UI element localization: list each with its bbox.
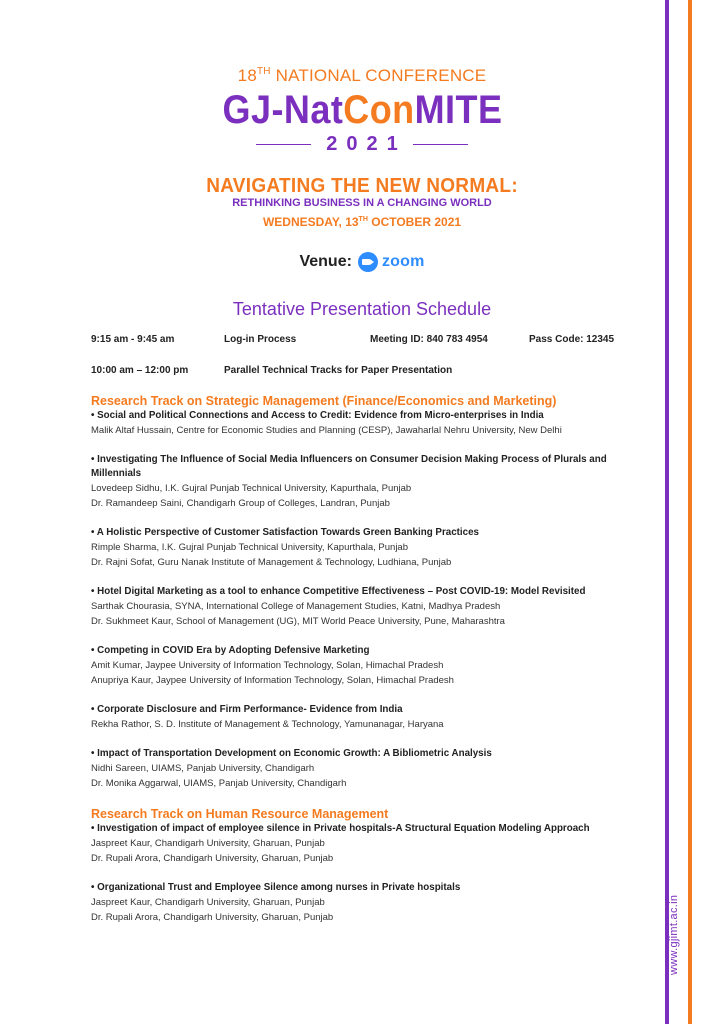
paper-title: • Investigating The Influence of Social Media Influencers on Consumer Decision Making Process of Plurals and Millennials [91, 454, 607, 479]
conf-sup: TH [256, 66, 271, 77]
paper-item [91, 526, 651, 570]
paper-item [91, 747, 651, 791]
paper-item [91, 881, 651, 925]
brand-part-3: MITE [414, 88, 502, 132]
paper-item [91, 453, 651, 511]
venue-label: Venue: [299, 253, 352, 270]
paper-author: Dr. Monika Aggarwal, UIAMS, Panjab University, Chandigarh [91, 778, 347, 789]
paper-author: Nidhi Sareen, UIAMS, Panjab University, Chandigarh [91, 763, 315, 774]
brand-part-2: Con [342, 88, 415, 132]
conference-number [0, 66, 724, 86]
paper-title: • Social and Political Connections and Access to Credit: Evidence from Micro-enterprises in India [91, 410, 544, 421]
tracks-content [91, 393, 651, 940]
theme-title: NAVIGATING THE NEW NORMAL: [206, 175, 518, 197]
paper-author: Dr. Rupali Arora, Chandigarh University, Gharuan, Punjab [91, 912, 334, 923]
conf-number: 18 [237, 66, 257, 85]
paper-item [91, 644, 651, 688]
paper-author: Dr. Ramandeep Saini, Chandigarh Group of Colleges, Landran, Punjab [91, 498, 390, 509]
paper-author: Sarthak Chourasia, SYNA, International College of Management Studies, Katni, Madhya Pradesh [91, 601, 501, 612]
schedule-title: Tentative Presentation Schedule [232, 299, 492, 319]
paper-title: • Impact of Transportation Development on Economic Growth: A Bibliometric Analysis [91, 748, 492, 759]
paper-title: • Hotel Digital Marketing as a tool to enhance Competitive Effectiveness – Post COVID-19: Model Revisited [91, 586, 586, 597]
year-rule-left [256, 144, 311, 146]
paper-author: Anupriya Kaur, Jaypee University of Information Technology, Solan, Himachal Pradesh [91, 675, 454, 686]
paper-author: Jaspreet Kaur, Chandigarh University, Gharuan, Punjab [91, 897, 325, 908]
date-part-2: OCTOBER 2021 [371, 215, 462, 229]
meeting-id: Meeting ID: 840 783 4954 [370, 334, 488, 345]
paper-item [91, 822, 651, 866]
paper-item [91, 409, 651, 438]
conference-date [0, 215, 724, 229]
paper-author: Dr. Sukhmeet Kaur, School of Management (UG), MIT World Peace University, Pune, Maharashtra [91, 616, 505, 627]
conference-brand [222, 88, 502, 133]
conference-year: 2021 [326, 133, 407, 155]
paper-author: Lovedeep Sidhu, I.K. Gujral Punjab Technical University, Kapurthala, Punjab [91, 483, 412, 494]
venue [0, 252, 724, 272]
paper-author: Dr. Rajni Sofat, Guru Nanak Institute of Management & Technology, Ludhiana, Punjab [91, 557, 452, 568]
schedule-activity-1: Log-in Process [224, 334, 297, 345]
date-part-1: WEDNESDAY, 13 [262, 215, 359, 229]
paper-author: Amit Kumar, Jaypee University of Information Technology, Solan, Himachal Pradesh [91, 660, 444, 671]
paper-title: • Corporate Disclosure and Firm Performance- Evidence from India [91, 704, 403, 715]
paper-title: • Organizational Trust and Employee Silence among nurses in Private hospitals [91, 882, 461, 893]
paper-author: Jaspreet Kaur, Chandigarh University, Gharuan, Punjab [91, 838, 325, 849]
paper-item [91, 585, 651, 629]
zoom-camera-icon [358, 252, 378, 272]
paper-item [91, 703, 651, 732]
schedule-time-2: 10:00 am – 12:00 pm [91, 365, 189, 376]
track-title: Research Track on Human Resource Management [91, 807, 389, 821]
schedule-activity-2: Parallel Technical Tracks for Paper Presentation [224, 365, 453, 376]
schedule-time-1: 9:15 am - 9:45 am [91, 334, 175, 345]
year-rule-right [413, 144, 468, 146]
site-url[interactable]: www.gjimt.ac.in [668, 894, 680, 975]
pass-code: Pass Code: 12345 [529, 334, 615, 345]
conference-theme [0, 175, 724, 229]
paper-author: Dr. Rupali Arora, Chandigarh University, Gharuan, Punjab [91, 853, 334, 864]
brand-part-1: GJ-Nat [222, 88, 343, 132]
year-row [0, 133, 724, 156]
track-human-resource-management [91, 806, 651, 925]
paper-title: • A Holistic Perspective of Customer Satisfaction Towards Green Banking Practices [91, 527, 479, 538]
paper-author: Rimple Sharma, I.K. Gujral Punjab Technical University, Kapurthala, Punjab [91, 542, 408, 553]
track-strategic-management [91, 393, 651, 791]
paper-title: • Investigation of impact of employee silence in Private hospitals-A Structural Equation Modeling Approach [91, 823, 590, 834]
theme-subtitle: RETHINKING BUSINESS IN A CHANGING WORLD [232, 197, 492, 209]
paper-title: • Competing in COVID Era by Adopting Defensive Marketing [91, 645, 370, 656]
date-sup: TH [358, 216, 368, 223]
paper-author: Rekha Rathor, S. D. Institute of Management & Technology, Yamunanagar, Haryana [91, 719, 444, 730]
track-title: Research Track on Strategic Management (Finance/Economics and Marketing) [91, 394, 557, 408]
conference-header [0, 66, 724, 156]
conf-text: NATIONAL CONFERENCE [275, 66, 487, 85]
zoom-logo-text: zoom [381, 253, 425, 270]
paper-author: Malik Altaf Hussain, Centre for Economic Studies and Planning (CESP), Jawaharlal Nehru University, New Delhi [91, 425, 562, 436]
